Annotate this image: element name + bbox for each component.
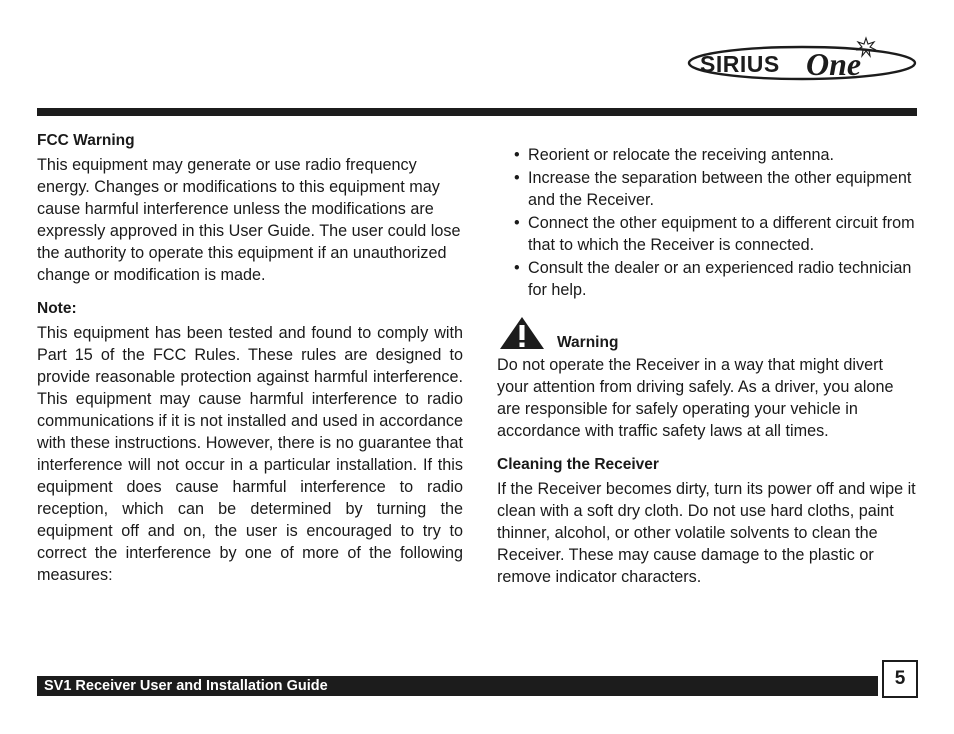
- page-number: 5: [894, 668, 906, 689]
- cleaning-text: If the Receiver becomes dirty, turn its power off and wipe it clean with a soft dry cloth. Do not use hard cloths, paint thinner, alcohol, or other volatile solvents to clean the Receiver. These may cause damage to the plastic or remove indicator characters.: [497, 480, 916, 586]
- warning-text: Do not operate the Receiver in a way that might divert your attention from driving safely. As a driver, you alone are responsible for safely operating your vehicle in accordance with traffic safety laws at all times.: [497, 356, 894, 440]
- sirius-one-logo: [686, 36, 918, 82]
- warning-heading: Warning: [557, 334, 619, 351]
- logo-text-script: One: [806, 46, 862, 82]
- list-item: • Increase the separation between the other equipment and the Receiver.: [514, 169, 912, 209]
- page-number-box: [882, 660, 918, 698]
- note-heading: Note:: [37, 300, 77, 317]
- warning-triangle-icon: [499, 316, 545, 350]
- note-text: This equipment has been tested and found to comply with Part 15 of the FCC Rules. These rules are designed to provide reasonable protection against harmful interference. This equipment may cause harmful interference to radio communications if it is not installed and used in accordance with these instructions. However, there is no guarantee that interference will not occur in a particular installation. If this equipment does cause harmful interference to radio reception, which can be determined by turning the equipment off and on, the user is encouraged to try to correct the interference by one of more of the following measures:: [37, 324, 463, 584]
- footer-bar: [37, 676, 878, 696]
- fcc-warning-text: This equipment may generate or use radio frequency energy. Changes or modifications to this equipment may cause harmful interference unless the modifications are expressly approved in this User Guide. The user could lose the authority to operate this equipment if an unauthorized change or modification is made.: [37, 156, 461, 284]
- warning-header: [497, 314, 917, 354]
- right-column: [497, 144, 917, 588]
- cleaning-heading: Cleaning the Receiver: [497, 456, 659, 473]
- list-item: • Reorient or relocate the receiving antenna.: [514, 146, 834, 164]
- fcc-warning-heading: FCC Warning: [37, 132, 135, 149]
- list-item: • Connect the other equipment to a different circuit from that to which the Receiver is connected.: [514, 214, 915, 254]
- guide-title: SV1 Receiver User and Installation Guide: [44, 678, 328, 694]
- logo-text-main: SIRIUS: [700, 51, 780, 77]
- list-item: • Consult the dealer or an experienced radio technician for help.: [514, 259, 912, 299]
- interference-measures-list: [497, 144, 917, 301]
- left-column: [37, 130, 463, 586]
- header-rule: [37, 108, 917, 116]
